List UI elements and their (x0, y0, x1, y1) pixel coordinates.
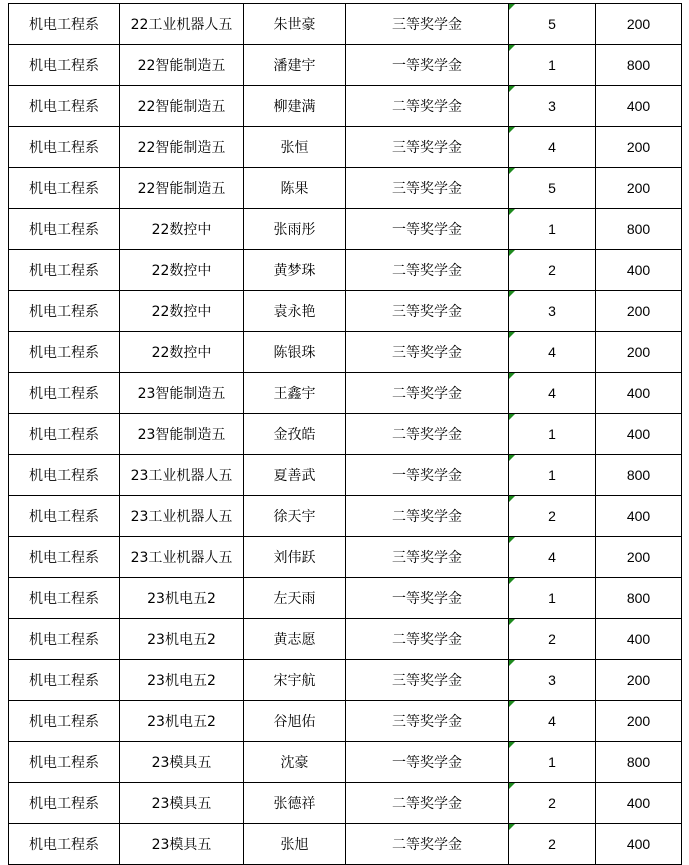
table-row (9, 578, 682, 619)
student-name-cell[interactable] (244, 783, 346, 824)
award-cell-text: 三等奖学金 (392, 673, 462, 689)
class-cell[interactable] (120, 455, 244, 496)
student-name-cell[interactable] (244, 86, 346, 127)
number-stored-as-text-marker-icon (509, 701, 515, 707)
amount-cell[interactable] (596, 209, 682, 250)
award-cell[interactable] (346, 578, 509, 619)
amount-cell-text: 400 (626, 426, 651, 442)
amount-cell[interactable] (596, 455, 682, 496)
table-body (9, 4, 682, 865)
rank-cell-text: 4 (548, 713, 556, 729)
department-cell-text: 机电工程系 (29, 427, 99, 443)
amount-cell-text: 200 (626, 180, 651, 196)
table-row (9, 209, 682, 250)
department-cell-text: 机电工程系 (29, 796, 99, 812)
class-cell-text: 23机电五2 (147, 632, 216, 648)
student-name-cell-text: 沈豪 (280, 755, 309, 771)
rank-cell[interactable] (509, 783, 596, 824)
student-name-cell-text: 陈果 (280, 181, 309, 197)
rank-cell[interactable] (509, 86, 596, 127)
department-cell[interactable] (9, 455, 120, 496)
department-cell[interactable] (9, 373, 120, 414)
student-name-cell-text: 王鑫宇 (273, 386, 316, 402)
award-cell[interactable] (346, 250, 509, 291)
rank-cell[interactable] (509, 701, 596, 742)
scholarship-table (8, 3, 682, 865)
class-cell[interactable] (120, 373, 244, 414)
department-cell[interactable] (9, 209, 120, 250)
award-cell[interactable] (346, 537, 509, 578)
rank-cell-text: 4 (548, 385, 556, 401)
table-row (9, 824, 682, 865)
class-cell[interactable] (120, 414, 244, 455)
award-cell-text: 三等奖学金 (392, 550, 462, 566)
rank-cell[interactable] (509, 742, 596, 783)
rank-cell-text: 2 (548, 836, 556, 852)
table-row (9, 45, 682, 86)
class-cell[interactable] (120, 4, 244, 45)
number-stored-as-text-marker-icon (509, 537, 515, 543)
department-cell[interactable] (9, 824, 120, 865)
number-stored-as-text-marker-icon (509, 4, 515, 10)
class-cell-text: 23工业机器人五 (130, 468, 233, 484)
student-name-cell[interactable] (244, 660, 346, 701)
amount-cell[interactable] (596, 414, 682, 455)
amount-cell[interactable] (596, 332, 682, 373)
class-cell-text: 23模具五 (151, 796, 212, 812)
award-cell-text: 三等奖学金 (392, 140, 462, 156)
table-row (9, 619, 682, 660)
number-stored-as-text-marker-icon (509, 783, 515, 789)
rank-cell[interactable] (509, 127, 596, 168)
department-cell-text: 机电工程系 (29, 509, 99, 525)
rank-cell[interactable] (509, 209, 596, 250)
rank-cell[interactable] (509, 619, 596, 660)
number-stored-as-text-marker-icon (509, 86, 515, 92)
rank-cell[interactable] (509, 537, 596, 578)
table-row (9, 373, 682, 414)
award-cell[interactable] (346, 824, 509, 865)
class-cell[interactable] (120, 332, 244, 373)
department-cell[interactable] (9, 578, 120, 619)
department-cell-text: 机电工程系 (29, 304, 99, 320)
student-name-cell-text: 徐天宇 (273, 509, 316, 525)
rank-cell[interactable] (509, 578, 596, 619)
rank-cell-text: 1 (548, 467, 556, 483)
number-stored-as-text-marker-icon (509, 332, 515, 338)
amount-cell[interactable] (596, 701, 682, 742)
department-cell[interactable] (9, 496, 120, 537)
number-stored-as-text-marker-icon (509, 414, 515, 420)
student-name-cell[interactable] (244, 4, 346, 45)
class-cell-text: 23智能制造五 (137, 386, 226, 402)
department-cell[interactable] (9, 291, 120, 332)
rank-cell-text: 4 (548, 139, 556, 155)
student-name-cell[interactable] (244, 250, 346, 291)
award-cell[interactable] (346, 168, 509, 209)
student-name-cell[interactable] (244, 455, 346, 496)
class-cell[interactable] (120, 537, 244, 578)
table-row (9, 332, 682, 373)
department-cell[interactable] (9, 168, 120, 209)
student-name-cell-text: 陈银珠 (273, 345, 316, 361)
class-cell-text: 22智能制造五 (137, 58, 226, 74)
class-cell[interactable] (120, 209, 244, 250)
rank-cell[interactable] (509, 660, 596, 701)
number-stored-as-text-marker-icon (509, 824, 515, 830)
rank-cell-text: 1 (548, 426, 556, 442)
amount-cell-text: 800 (626, 590, 651, 606)
class-cell[interactable] (120, 824, 244, 865)
number-stored-as-text-marker-icon (509, 127, 515, 133)
amount-cell-text: 200 (626, 713, 651, 729)
award-cell-text: 二等奖学金 (392, 632, 462, 648)
award-cell[interactable] (346, 414, 509, 455)
department-cell[interactable] (9, 414, 120, 455)
class-cell-text: 23机电五2 (147, 714, 216, 730)
award-cell[interactable] (346, 742, 509, 783)
number-stored-as-text-marker-icon (509, 45, 515, 51)
amount-cell-text: 200 (626, 344, 651, 360)
number-stored-as-text-marker-icon (509, 168, 515, 174)
amount-cell-text: 200 (626, 16, 651, 32)
number-stored-as-text-marker-icon (509, 496, 515, 502)
rank-cell[interactable] (509, 45, 596, 86)
amount-cell-text: 400 (626, 795, 651, 811)
amount-cell-text: 200 (626, 139, 651, 155)
table-row (9, 660, 682, 701)
amount-cell[interactable] (596, 127, 682, 168)
rank-cell-text: 5 (548, 16, 556, 32)
table-row (9, 783, 682, 824)
rank-cell-text: 2 (548, 508, 556, 524)
table-row (9, 701, 682, 742)
department-cell-text: 机电工程系 (29, 837, 99, 853)
rank-cell-text: 4 (548, 549, 556, 565)
rank-cell-text: 4 (548, 344, 556, 360)
amount-cell[interactable] (596, 496, 682, 537)
department-cell[interactable] (9, 742, 120, 783)
award-cell-text: 二等奖学金 (392, 509, 462, 525)
award-cell[interactable] (346, 619, 509, 660)
department-cell[interactable] (9, 660, 120, 701)
student-name-cell[interactable] (244, 373, 346, 414)
department-cell[interactable] (9, 619, 120, 660)
table-row (9, 4, 682, 45)
class-cell[interactable] (120, 660, 244, 701)
department-cell-text: 机电工程系 (29, 550, 99, 566)
class-cell[interactable] (120, 127, 244, 168)
department-cell[interactable] (9, 332, 120, 373)
student-name-cell[interactable] (244, 45, 346, 86)
table-row (9, 414, 682, 455)
rank-cell-text: 1 (548, 221, 556, 237)
student-name-cell-text: 刘伟跃 (273, 550, 316, 566)
department-cell-text: 机电工程系 (29, 468, 99, 484)
award-cell[interactable] (346, 455, 509, 496)
number-stored-as-text-marker-icon (509, 619, 515, 625)
class-cell[interactable] (120, 783, 244, 824)
table-row (9, 291, 682, 332)
amount-cell-text: 800 (626, 57, 651, 73)
table-row (9, 86, 682, 127)
amount-cell[interactable] (596, 250, 682, 291)
award-cell-text: 一等奖学金 (392, 755, 462, 771)
student-name-cell-text: 黄梦珠 (273, 263, 316, 279)
number-stored-as-text-marker-icon (509, 660, 515, 666)
class-cell-text: 23模具五 (151, 755, 212, 771)
amount-cell[interactable] (596, 373, 682, 414)
student-name-cell-text: 宋宇航 (273, 673, 316, 689)
award-cell-text: 二等奖学金 (392, 427, 462, 443)
amount-cell-text: 400 (626, 98, 651, 114)
department-cell-text: 机电工程系 (29, 386, 99, 402)
rank-cell-text: 3 (548, 98, 556, 114)
department-cell-text: 机电工程系 (29, 632, 99, 648)
rank-cell[interactable] (509, 291, 596, 332)
class-cell-text: 23机电五2 (147, 591, 216, 607)
rank-cell-text: 3 (548, 672, 556, 688)
class-cell[interactable] (120, 496, 244, 537)
award-cell[interactable] (346, 209, 509, 250)
class-cell[interactable] (120, 168, 244, 209)
department-cell-text: 机电工程系 (29, 222, 99, 238)
student-name-cell-text: 张德祥 (273, 796, 316, 812)
award-cell-text: 三等奖学金 (392, 181, 462, 197)
number-stored-as-text-marker-icon (509, 373, 515, 379)
amount-cell-text: 800 (626, 467, 651, 483)
department-cell[interactable] (9, 45, 120, 86)
rank-cell-text: 2 (548, 795, 556, 811)
amount-cell[interactable] (596, 619, 682, 660)
award-cell[interactable] (346, 496, 509, 537)
student-name-cell-text: 朱世豪 (273, 17, 316, 33)
rank-cell-text: 1 (548, 590, 556, 606)
amount-cell-text: 400 (626, 836, 651, 852)
department-cell-text: 机电工程系 (29, 714, 99, 730)
class-cell[interactable] (120, 619, 244, 660)
award-cell-text: 三等奖学金 (392, 17, 462, 33)
award-cell[interactable] (346, 783, 509, 824)
class-cell[interactable] (120, 701, 244, 742)
class-cell-text: 22工业机器人五 (130, 17, 233, 33)
department-cell[interactable] (9, 250, 120, 291)
table-row (9, 537, 682, 578)
student-name-cell-text: 柳建满 (273, 99, 316, 115)
amount-cell-text: 200 (626, 672, 651, 688)
amount-cell[interactable] (596, 291, 682, 332)
award-cell[interactable] (346, 332, 509, 373)
amount-cell-text: 200 (626, 303, 651, 319)
student-name-cell-text: 潘建宇 (273, 58, 316, 74)
award-cell-text: 二等奖学金 (392, 263, 462, 279)
class-cell-text: 23工业机器人五 (130, 509, 233, 525)
amount-cell-text: 800 (626, 754, 651, 770)
department-cell-text: 机电工程系 (29, 140, 99, 156)
award-cell-text: 一等奖学金 (392, 468, 462, 484)
amount-cell[interactable] (596, 86, 682, 127)
award-cell-text: 三等奖学金 (392, 345, 462, 361)
department-cell-text: 机电工程系 (29, 58, 99, 74)
student-name-cell[interactable] (244, 414, 346, 455)
table-row (9, 168, 682, 209)
rank-cell[interactable] (509, 332, 596, 373)
rank-cell[interactable] (509, 824, 596, 865)
award-cell-text: 二等奖学金 (392, 386, 462, 402)
award-cell[interactable] (346, 373, 509, 414)
department-cell-text: 机电工程系 (29, 673, 99, 689)
award-cell-text: 一等奖学金 (392, 58, 462, 74)
department-cell[interactable] (9, 701, 120, 742)
award-cell-text: 二等奖学金 (392, 837, 462, 853)
class-cell-text: 23工业机器人五 (130, 550, 233, 566)
student-name-cell-text: 谷旭佑 (273, 714, 316, 730)
department-cell[interactable] (9, 537, 120, 578)
number-stored-as-text-marker-icon (509, 742, 515, 748)
student-name-cell-text: 金孜皓 (273, 427, 316, 443)
award-cell[interactable] (346, 701, 509, 742)
rank-cell-text: 5 (548, 180, 556, 196)
amount-cell[interactable] (596, 537, 682, 578)
amount-cell-text: 400 (626, 631, 651, 647)
class-cell-text: 22数控中 (151, 304, 212, 320)
student-name-cell[interactable] (244, 619, 346, 660)
rank-cell[interactable] (509, 250, 596, 291)
award-cell[interactable] (346, 86, 509, 127)
student-name-cell-text: 张雨彤 (273, 222, 316, 238)
student-name-cell[interactable] (244, 332, 346, 373)
award-cell-text: 三等奖学金 (392, 304, 462, 320)
department-cell-text: 机电工程系 (29, 17, 99, 33)
department-cell[interactable] (9, 127, 120, 168)
amount-cell[interactable] (596, 45, 682, 86)
amount-cell[interactable] (596, 578, 682, 619)
class-cell[interactable] (120, 291, 244, 332)
rank-cell[interactable] (509, 4, 596, 45)
award-cell[interactable] (346, 291, 509, 332)
department-cell-text: 机电工程系 (29, 181, 99, 197)
rank-cell[interactable] (509, 414, 596, 455)
class-cell[interactable] (120, 578, 244, 619)
student-name-cell[interactable] (244, 209, 346, 250)
student-name-cell-text: 张恒 (280, 140, 309, 156)
amount-cell-text: 400 (626, 508, 651, 524)
rank-cell[interactable] (509, 168, 596, 209)
department-cell-text: 机电工程系 (29, 591, 99, 607)
award-cell-text: 一等奖学金 (392, 222, 462, 238)
department-cell[interactable] (9, 783, 120, 824)
student-name-cell[interactable] (244, 701, 346, 742)
award-cell-text: 二等奖学金 (392, 99, 462, 115)
table-row (9, 250, 682, 291)
student-name-cell-text: 左天雨 (273, 591, 316, 607)
number-stored-as-text-marker-icon (509, 209, 515, 215)
department-cell-text: 机电工程系 (29, 263, 99, 279)
student-name-cell[interactable] (244, 824, 346, 865)
class-cell[interactable] (120, 742, 244, 783)
class-cell[interactable] (120, 250, 244, 291)
class-cell-text: 22数控中 (151, 345, 212, 361)
award-cell[interactable] (346, 660, 509, 701)
amount-cell[interactable] (596, 742, 682, 783)
amount-cell-text: 800 (626, 221, 651, 237)
class-cell-text: 22智能制造五 (137, 140, 226, 156)
rank-cell[interactable] (509, 496, 596, 537)
amount-cell-text: 400 (626, 262, 651, 278)
table-row (9, 496, 682, 537)
number-stored-as-text-marker-icon (509, 250, 515, 256)
rank-cell[interactable] (509, 455, 596, 496)
amount-cell[interactable] (596, 824, 682, 865)
student-name-cell-text: 袁永艳 (273, 304, 316, 320)
table-row (9, 455, 682, 496)
student-name-cell[interactable] (244, 127, 346, 168)
student-name-cell-text: 夏善武 (273, 468, 316, 484)
rank-cell-text: 2 (548, 631, 556, 647)
student-name-cell[interactable] (244, 537, 346, 578)
class-cell-text: 23智能制造五 (137, 427, 226, 443)
student-name-cell[interactable] (244, 168, 346, 209)
amount-cell[interactable] (596, 660, 682, 701)
rank-cell-text: 1 (548, 754, 556, 770)
award-cell-text: 二等奖学金 (392, 796, 462, 812)
amount-cell[interactable] (596, 168, 682, 209)
award-cell-text: 一等奖学金 (392, 591, 462, 607)
rank-cell-text: 3 (548, 303, 556, 319)
class-cell-text: 22数控中 (151, 263, 212, 279)
table-row (9, 127, 682, 168)
student-name-cell[interactable] (244, 578, 346, 619)
amount-cell[interactable] (596, 783, 682, 824)
student-name-cell-text: 黄志愿 (273, 632, 316, 648)
rank-cell[interactable] (509, 373, 596, 414)
number-stored-as-text-marker-icon (509, 578, 515, 584)
department-cell[interactable] (9, 4, 120, 45)
number-stored-as-text-marker-icon (509, 455, 515, 461)
amount-cell-text: 400 (626, 385, 651, 401)
award-cell[interactable] (346, 45, 509, 86)
class-cell-text: 22智能制造五 (137, 99, 226, 115)
department-cell-text: 机电工程系 (29, 345, 99, 361)
class-cell[interactable] (120, 86, 244, 127)
class-cell-text: 22数控中 (151, 222, 212, 238)
student-name-cell-text: 张旭 (280, 837, 309, 853)
department-cell-text: 机电工程系 (29, 99, 99, 115)
award-cell-text: 三等奖学金 (392, 714, 462, 730)
class-cell-text: 23机电五2 (147, 673, 216, 689)
student-name-cell[interactable] (244, 291, 346, 332)
rank-cell-text: 2 (548, 262, 556, 278)
class-cell-text: 22智能制造五 (137, 181, 226, 197)
amount-cell-text: 200 (626, 549, 651, 565)
rank-cell-text: 1 (548, 57, 556, 73)
number-stored-as-text-marker-icon (509, 291, 515, 297)
class-cell[interactable] (120, 45, 244, 86)
student-name-cell[interactable] (244, 742, 346, 783)
class-cell-text: 23模具五 (151, 837, 212, 853)
student-name-cell[interactable] (244, 496, 346, 537)
amount-cell[interactable] (596, 4, 682, 45)
award-cell[interactable] (346, 4, 509, 45)
department-cell-text: 机电工程系 (29, 755, 99, 771)
department-cell[interactable] (9, 86, 120, 127)
table-row (9, 742, 682, 783)
award-cell[interactable] (346, 127, 509, 168)
